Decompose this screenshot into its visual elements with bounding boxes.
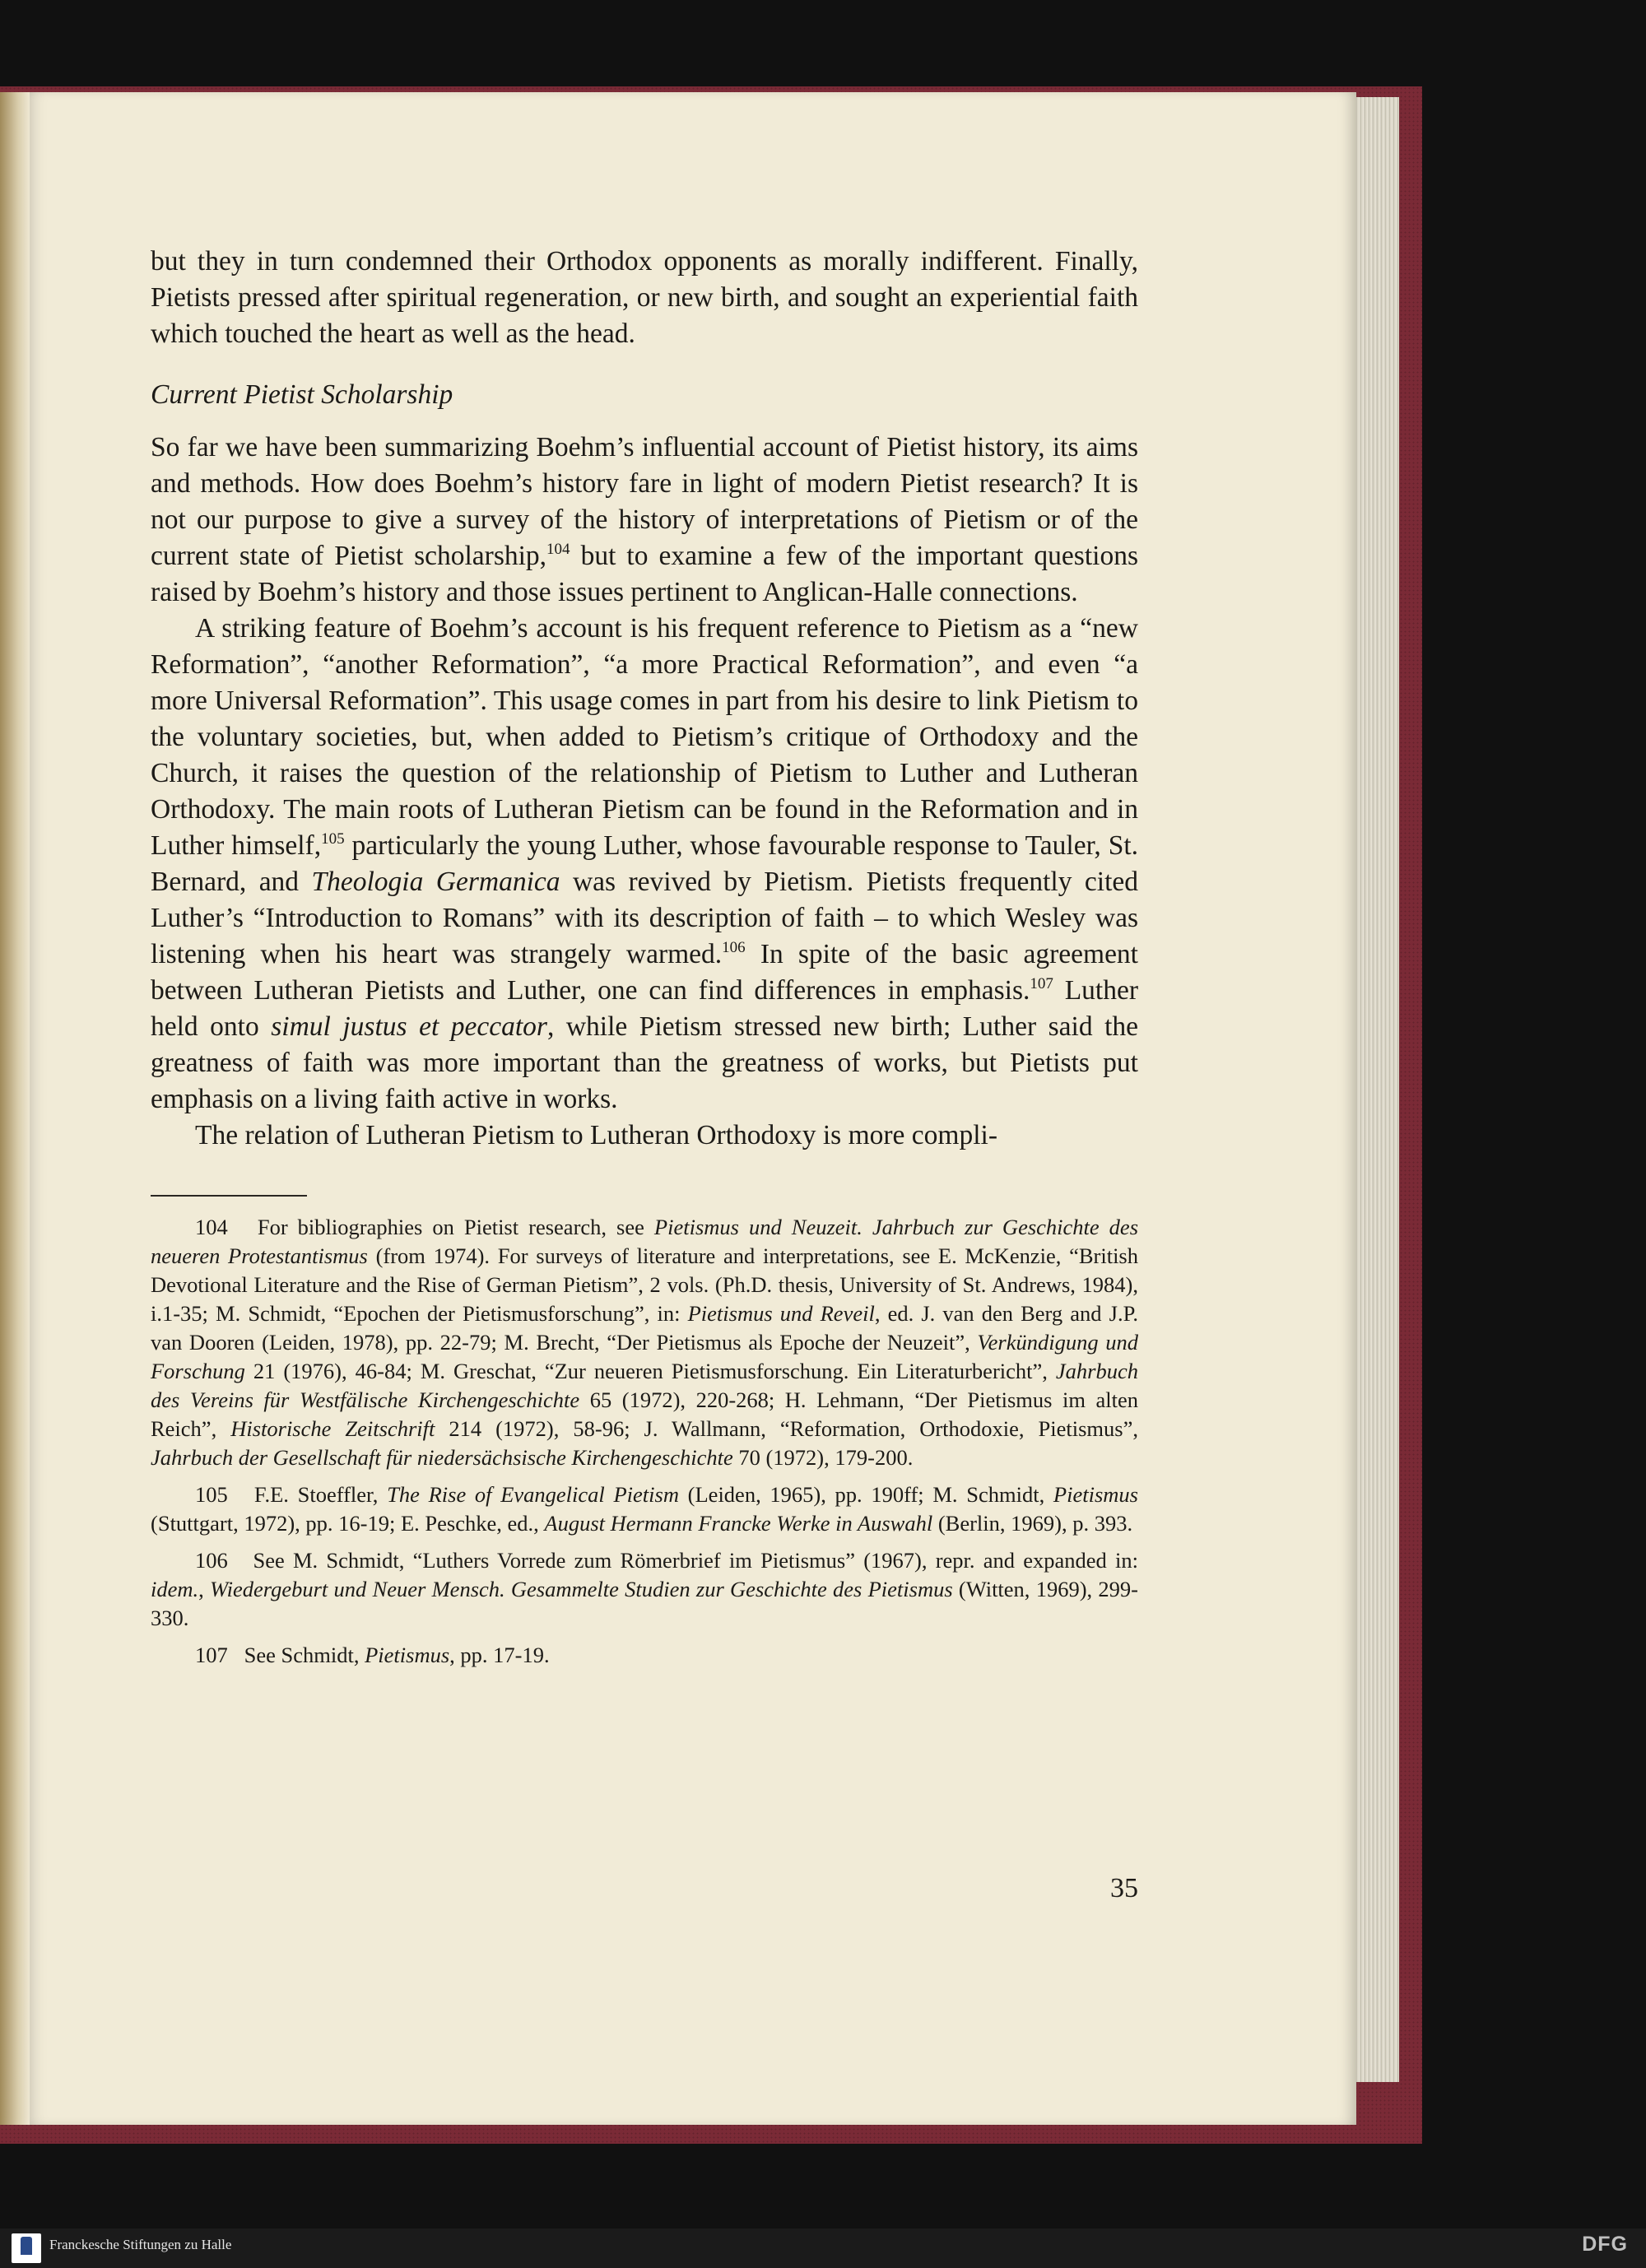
- footnote-text: See Schmidt,: [244, 1643, 365, 1667]
- footnote-text: (Witten, 1969), 299-330.: [151, 1577, 1138, 1630]
- footnote-italic: Pietismus und Neuzeit. Jahrbuch zur Geschichte des neueren Protestantismus: [151, 1215, 1139, 1268]
- footnote-number: 107: [195, 1643, 228, 1667]
- footnote-text: , pp. 17-19.: [449, 1643, 550, 1667]
- footnote-ref-106[interactable]: 106: [722, 939, 746, 956]
- footnote-italic: The Rise of Evangelical Pietism: [387, 1482, 679, 1507]
- footnote-ref-104[interactable]: 104: [546, 541, 570, 558]
- footnote-italic: Jahrbuch der Gesellschaft für niedersächsische Kirchengeschichte: [151, 1445, 733, 1470]
- footnote-text: 70 (1972), 179-200.: [732, 1445, 914, 1470]
- footnote-text: F.E. Stoeffler,: [253, 1482, 388, 1507]
- footnote-italic: Pietismus: [1053, 1482, 1138, 1507]
- footnote-text: , ed. J. van den Berg and J.P. van Dooren (Leiden, 1978), pp. 22-79; M. Brecht, “Der Pietismus als Epoche der Neuzeit”,: [151, 1301, 1139, 1355]
- italic-title: Theologia Germanica: [311, 867, 560, 897]
- footnote-italic: Wiedergeburt und Neuer Mensch. Gesammelte Studien zur Geschichte des Pietismus: [210, 1577, 953, 1601]
- footnote-text: 21 (1976), 46-84; M. Greschat, “Zur neueren Pietismusforschung. Ein Literaturbericht”,: [244, 1359, 1056, 1383]
- paragraph-text: A striking feature of Boehm’s account is his frequent reference to Pietism as a “new Reformation”, “another Reformation”, “a more Practical Reformation”, and even “a more Universal Reformation”. This usage comes in part from his desire to link Pietism to the voluntary societies, but, when added to Pietism’s critique of Orthodoxy and the Church, it raises the question of the relationship of Pietism to Luther and Lutheran Orthodoxy. The main roots of Lutheran Pietism can be found in the Reformation and in Luther himself,: [151, 613, 1138, 861]
- dfg-logo[interactable]: DFG: [1582, 2233, 1628, 2256]
- paragraph-text: The relation of Lutheran Pietism to Lutheran Orthodoxy is more compli-: [195, 1120, 997, 1150]
- footnote-ref-105[interactable]: 105: [321, 830, 345, 848]
- logo-glyph: [21, 2237, 32, 2255]
- page-text-block: [151, 244, 1138, 1678]
- footer-institution-name[interactable]: Franckesche Stiftungen zu Halle: [49, 2237, 232, 2252]
- footnote-107: [151, 1641, 1138, 1670]
- paragraph-text: particularly the young Luther, whose favourable response to Tauler, St. Bernard, and: [151, 830, 1139, 897]
- footnote-106: [151, 1546, 1138, 1633]
- footnote-ref-107[interactable]: 107: [1030, 975, 1053, 992]
- paragraph-text: was revived by Pietism. Pietists frequently cited Luther’s “Introduction to Romans” with its description of faith – to which Wesley was listening when his heart was strangely warmed.: [151, 867, 1139, 969]
- viewer-footer-bar: [0, 2228, 1646, 2268]
- paragraph-text: So far we have been summarizing Boehm’s influential account of Pietist history, its aims and methods. How does Boehm’s history fare in light of modern Pietist research? It is not our purpose to give a survey of the history of interpretations of Pietism or of the current state of Pietist scholarship,: [151, 432, 1138, 571]
- footnote-italic: Verkündigung und Forschung: [151, 1330, 1138, 1383]
- footnote-number: 106: [195, 1548, 228, 1573]
- footnote-text: 65 (1972), 220-268; H. Lehmann, “Der Pietismus im alten Reich”,: [151, 1387, 1138, 1441]
- paragraph-text: Luther held onto: [151, 975, 1138, 1042]
- page-number: 35: [1110, 1873, 1138, 1903]
- body-paragraph-3: [151, 611, 1138, 1118]
- footnote-italic: Pietismus: [365, 1643, 450, 1667]
- body-paragraph-1: [151, 244, 1138, 352]
- footnote-number: 105: [195, 1482, 228, 1507]
- footnote-italic: Historische Zeitschrift: [230, 1416, 435, 1441]
- footnote-italic: Pietismus und Reveil: [687, 1301, 875, 1326]
- page-edges: [1350, 97, 1399, 2082]
- footnote-text: ,: [198, 1577, 211, 1601]
- paragraph-text: but they in turn condemned their Orthodox opponents as morally indifferent. Finally, Pietists pressed after spiritual regeneration, or new birth, and sought an experiential faith which touched the heart as well as the head.: [151, 246, 1138, 349]
- paragraph-text: , while Pietism stressed new birth; Luther said the greatness of faith was more important than the greatness of works, but Pietists put emphasis on a living faith active in works.: [151, 1011, 1139, 1114]
- footnote-text: For bibliographies on Pietist research, see: [257, 1215, 654, 1239]
- paragraph-text: but to examine a few of the important questions raised by Boehm’s history and those issues pertinent to Anglican-Halle connections.: [151, 541, 1138, 607]
- book-gutter: [0, 92, 30, 2125]
- section-heading: Current Pietist Scholarship: [151, 379, 453, 410]
- footnote-text: 214 (1972), 58-96; J. Wallmann, “Reformation, Orthodoxie, Pietismus”,: [435, 1416, 1138, 1441]
- body-paragraph-2: [151, 430, 1138, 611]
- footnote-text: (Stuttgart, 1972), pp. 16-19; E. Peschke, ed.,: [151, 1511, 545, 1536]
- francke-foundation-logo-icon[interactable]: [12, 2233, 41, 2263]
- italic-phrase: simul justus et peccator: [271, 1011, 547, 1042]
- paragraph-text: In spite of the basic agreement between Lutheran Pietists and Luther, one can find differences in emphasis.: [151, 939, 1138, 1006]
- footnote-text: (from 1974). For surveys of literature and interpretations, see E. McKenzie, “British Devotional Literature and the Rise of German Pietism”, 2 vols. (Ph.D. thesis, University of St. Andrews, 1984), i.1-35; M. Schmidt, “Epochen der Pietismusforschung”, in:: [151, 1243, 1138, 1326]
- footnote-italic: idem.: [151, 1577, 199, 1601]
- footnote-divider: [151, 1195, 307, 1197]
- footnote-italic: August Hermann Francke Werke in Auswahl: [544, 1511, 933, 1536]
- body-paragraph-4: [151, 1118, 1138, 1154]
- footnote-number: 104: [195, 1215, 228, 1239]
- footnote-italic: Jahrbuch des Vereins für Westfälische Kirchengeschichte: [151, 1359, 1138, 1412]
- footnote-text: See M. Schmidt, “Luthers Vorrede zum Römerbrief im Pietismus” (1967), repr. and expanded in:: [253, 1548, 1138, 1573]
- footnote-text: (Berlin, 1969), p. 393.: [932, 1511, 1133, 1536]
- footnote-text: (Leiden, 1965), pp. 190ff; M. Schmidt,: [678, 1482, 1053, 1507]
- footnote-105: [151, 1480, 1138, 1538]
- footnote-104: [151, 1213, 1138, 1472]
